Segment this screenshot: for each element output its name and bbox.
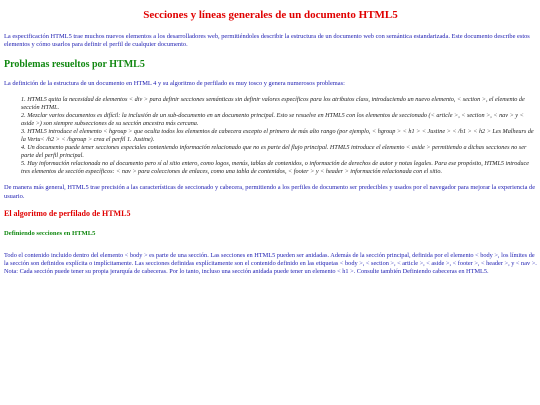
list-item: 5. Hay información relacionada no al documento pero sí al sitio entero, como logos, menús, tablas de contenidos, o información de derechos de autor y notas legales. Para ese propósito, HTML5 introduce tres elementos de sección específicos: < nav > para colecciones de enlaces, como una tabla de contenidos, < footer > y < header > información relacionada con el sitio.: [21, 160, 530, 176]
intro-paragraph: La especificación HTML5 trae muchos nuevos elementos a los desarrolladores web, permitiéndoles describir la estructura de un documento web con semántica estandarizada. Este documento describe estos elementos y cómo usarlos para definir el perfil de cualquier documento.: [4, 33, 530, 49]
list-item: 4. Un documento puede tener secciones especiales conteniendo información relacionado que no es parte del flujo principal. HTML5 introduce el elemento < aside > permitiendo a dichas secciones no ser parte del perfil principal.: [21, 144, 527, 160]
list-item: 2. Mezclar varios documentos es difícil: la inclusión de un sub-documento en un documento principal. Esto se resuelve en HTML5 con los elementos de seccionado (< article >, < section >, < nav > y < aside >) son siempre subsecciones de su sección ancestra más cercana.: [21, 112, 524, 128]
problems-list: [4, 96, 537, 176]
section-closing-paragraph: De manera más general, HTML5 trae precisión a las características de seccionado y cabecera, permitiendo a los perfiles de documento ser predecibles y usados por el navegador para mejorar la experiencia de usuario.: [4, 184, 536, 200]
algorithm-body-paragraph: Todo el contenido incluido dentro del elemento < body > es parte de una sección. Las secciones en HTML5 pueden ser anidadas. Además de la sección principal, definida por el elemento < body >, los límites de la sección son definidos explícita o implícitamente. Las secciones definidas explícitamente son el contenido definido en las etiquetas < body >, < section >, < article >, < aside >, < footer >, < header >, y < nav >. Nota: Cada sección puede tener su propia jerarquía de cabeceras. Por lo tanto, incluso una sección anidada puede tener un elemento < h1 >. Consulte también Definiendo cabeceras en HTML5.: [4, 252, 537, 276]
section-heading-problems: Problemas resueltos por HTML5: [4, 58, 145, 70]
list-item: 3. HTML5 introduce el elemento < hgroup > que oculta todos los elementos de cabecera excepto el primero de más alto rango (por ejemplo, < hgroup > < h1 > < Justine > < /h1 > < h2 > Les Malheurs de la Vertu< /h2 > < /hgroup > crea el perfil 1. Justine).: [21, 128, 534, 144]
page-title: Secciones y líneas generales de un documento HTML5: [143, 9, 398, 21]
section-lead-paragraph: La definición de la estructura de un documento en HTML 4 y su algoritmo de perfilado es muy tosco y genera numerosos problemas:: [4, 79, 345, 87]
section-heading-algorithm: El algoritmo de perfilado de HTML5: [4, 209, 131, 219]
list-item: 1. HTML5 quita la necesidad de elementos < div > para definir secciones semánticas sin definir valores específicos para los atributos class, introduciendo un nuevo elemento, < section >, el elemento de sección HTML.: [21, 96, 525, 112]
subsection-heading-defining-sections: Definiendo secciones en HTML5: [4, 230, 96, 238]
